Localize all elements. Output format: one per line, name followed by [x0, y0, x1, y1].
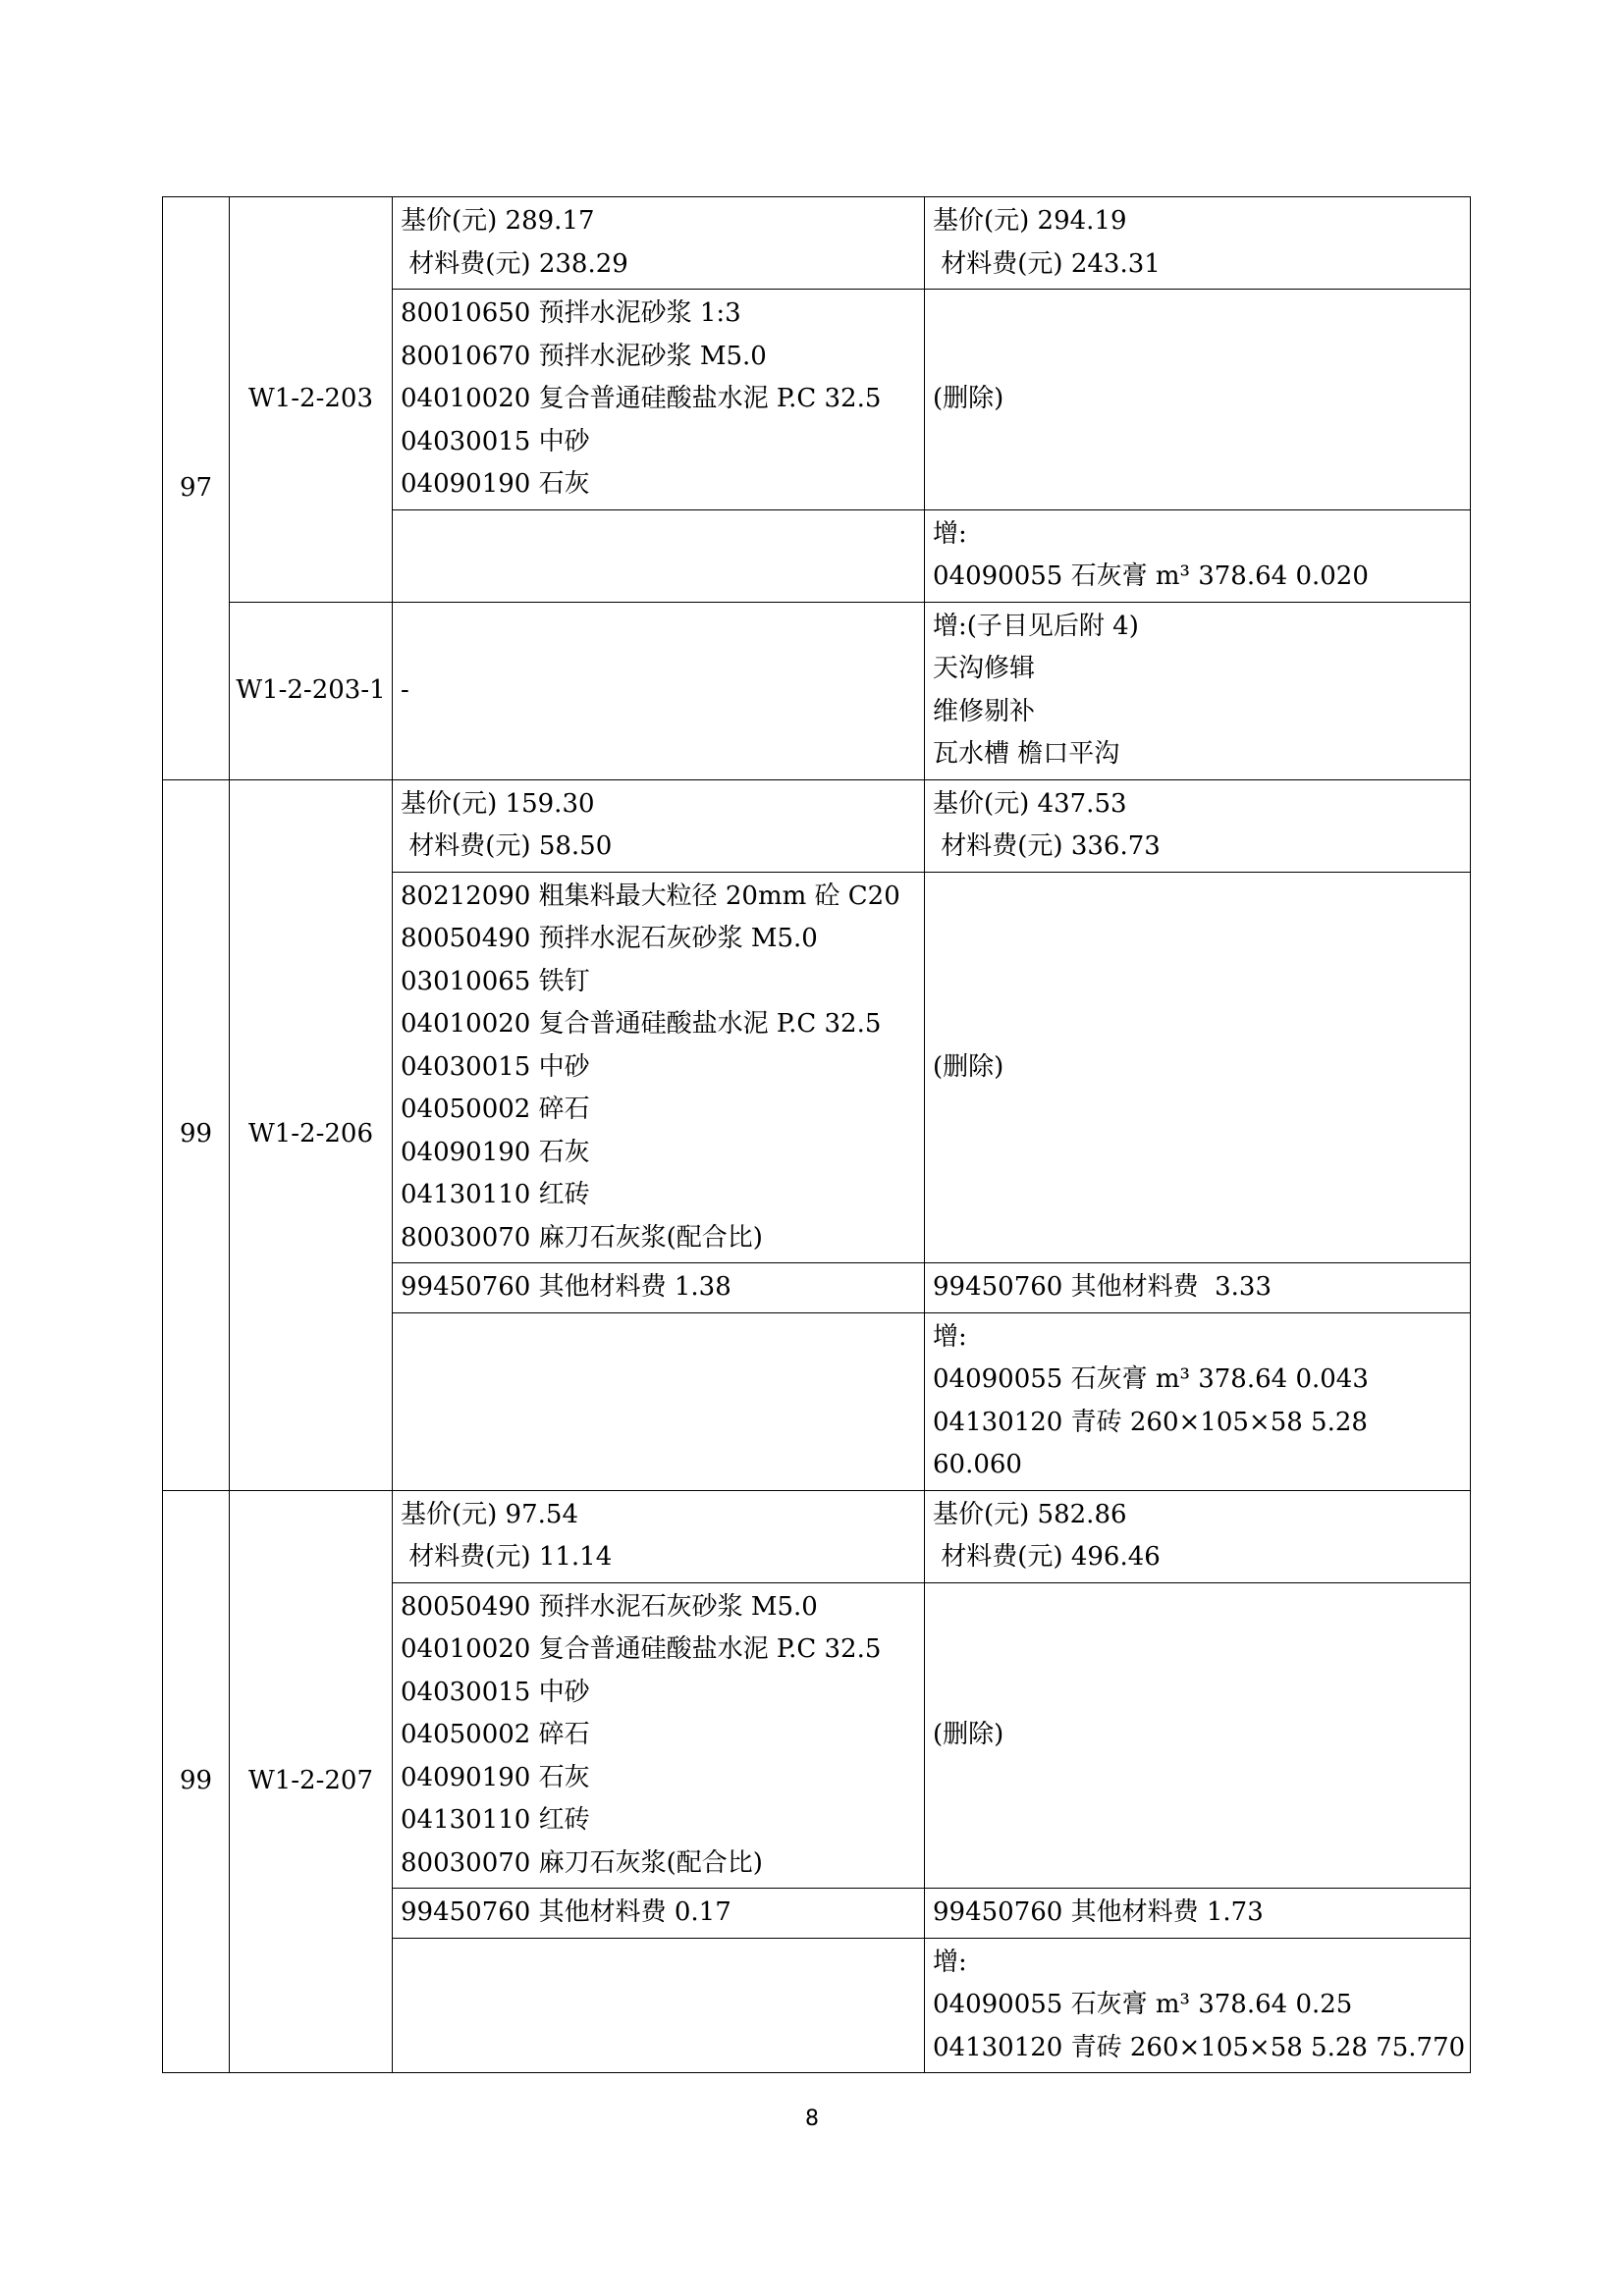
- table-row: [163, 779, 1471, 872]
- cell-line: 增:: [933, 1947, 967, 1977]
- cell-line: 材料费(元) 58.50: [401, 831, 613, 861]
- original-content-cell: [393, 602, 925, 779]
- cell-line: 增:(子目见后附 4): [933, 611, 1139, 641]
- table-row: [163, 197, 1471, 290]
- revised-content-cell: [925, 1263, 1471, 1313]
- item-number: 99: [163, 779, 230, 1490]
- revised-content-cell: [925, 1490, 1471, 1582]
- cell-line: 04130110 红砖: [401, 1805, 590, 1835]
- original-content-cell: [393, 1312, 925, 1490]
- cell-line: 99450760 其他材料费 1.73: [933, 1897, 1264, 1927]
- cell-line: 04030015 中砂: [401, 1051, 590, 1082]
- original-content-cell: [393, 197, 925, 290]
- original-content-cell: [393, 1582, 925, 1889]
- cell-line: 04050002 碎石: [401, 1720, 590, 1749]
- revised-content-cell: [925, 1312, 1471, 1490]
- cell-line: 99450760 其他材料费 3.33: [933, 1272, 1272, 1302]
- cell-line: 材料费(元) 336.73: [933, 831, 1161, 861]
- cell-line: 04010020 复合普通硅酸盐水泥 P.C 32.5: [401, 1634, 882, 1664]
- cell-line: 99450760 其他材料费 1.38: [401, 1272, 731, 1302]
- cell-line: 04130120 青砖 260×105×58 5.28: [933, 1407, 1368, 1437]
- cell-line: 天沟修辑: [933, 654, 1036, 683]
- cell-line: 80050490 预拌水泥石灰砂浆 M5.0: [401, 1591, 818, 1622]
- cell-line: 04090055 石灰膏 m³ 378.64 0.25: [933, 1990, 1353, 2019]
- cell-line: 80030070 麻刀石灰浆(配合比): [401, 1847, 763, 1878]
- cell-line: 04090190 石灰: [401, 1762, 590, 1792]
- cell-line: 80010670 预拌水泥砂浆 M5.0: [401, 341, 767, 371]
- cell-line: (删除): [933, 1720, 1004, 1749]
- revised-content-cell: [925, 509, 1471, 602]
- cell-line: 04010020 复合普通硅酸盐水泥 P.C 32.5: [401, 384, 882, 413]
- cell-line: 04010020 复合普通硅酸盐水泥 P.C 32.5: [401, 1009, 882, 1039]
- original-content-cell: [393, 1263, 925, 1313]
- quota-adjustment-table: [162, 196, 1471, 2073]
- cell-line: 维修剔补: [933, 696, 1036, 726]
- revised-content-cell: [925, 779, 1471, 872]
- revised-content-cell: [925, 1889, 1471, 1939]
- cell-line: -: [401, 674, 409, 705]
- cell-line: 04130110 红砖: [401, 1180, 590, 1209]
- cell-line: 04090055 石灰膏 m³ 378.64 0.043: [933, 1364, 1369, 1394]
- cell-line: 04090190 石灰: [401, 1137, 590, 1167]
- cell-line: 基价(元) 159.30: [401, 788, 595, 819]
- cell-line: 80050490 预拌水泥石灰砂浆 M5.0: [401, 924, 818, 953]
- cell-line: 99450760 其他材料费 0.17: [401, 1897, 731, 1927]
- revised-content-cell: [925, 1938, 1471, 2073]
- cell-line: (删除): [933, 384, 1004, 413]
- original-content-cell: [393, 1490, 925, 1582]
- cell-line: 瓦水槽 檐口平沟: [933, 739, 1120, 769]
- cell-line: 04090055 石灰膏 m³ 378.64 0.020: [933, 561, 1369, 591]
- quota-code: W1-2-206: [230, 779, 393, 1490]
- revised-content-cell: [925, 1582, 1471, 1889]
- original-content-cell: [393, 290, 925, 510]
- original-content-cell: [393, 1938, 925, 2073]
- cell-line: 04050002 碎石: [401, 1095, 590, 1124]
- quota-code: W1-2-207: [230, 1490, 393, 2073]
- cell-line: 基价(元) 294.19: [933, 206, 1127, 236]
- cell-line: 材料费(元) 243.31: [933, 248, 1161, 279]
- revised-content-cell: [925, 197, 1471, 290]
- table-row: [163, 1490, 1471, 1582]
- cell-line: 04030015 中砂: [401, 426, 590, 456]
- cell-line: 基价(元) 437.53: [933, 788, 1127, 819]
- quota-code: W1-2-203-1: [230, 602, 393, 779]
- original-content-cell: [393, 872, 925, 1263]
- revised-content-cell: [925, 602, 1471, 779]
- cell-line: 材料费(元) 238.29: [401, 248, 628, 279]
- cell-line: 材料费(元) 11.14: [401, 1542, 613, 1572]
- cell-line: 增:: [933, 1321, 967, 1352]
- cell-line: 60.060: [933, 1450, 1022, 1479]
- revised-content-cell: [925, 872, 1471, 1263]
- original-content-cell: [393, 509, 925, 602]
- cell-line: 材料费(元) 496.46: [933, 1542, 1161, 1572]
- item-number: 97: [163, 197, 230, 780]
- cell-line: 04130120 青砖 260×105×58 5.28 75.770: [933, 2032, 1466, 2062]
- page-number: 8: [805, 2107, 819, 2131]
- cell-line: 04090190 石灰: [401, 469, 590, 499]
- cell-line: 基价(元) 97.54: [401, 1499, 578, 1529]
- cell-line: 80010650 预拌水泥砂浆 1:3: [401, 298, 741, 328]
- cell-line: 80030070 麻刀石灰浆(配合比): [401, 1222, 763, 1253]
- cell-line: 基价(元) 289.17: [401, 206, 595, 236]
- quota-code: W1-2-203: [230, 197, 393, 603]
- original-content-cell: [393, 1889, 925, 1939]
- cell-line: 增:: [933, 518, 967, 549]
- cell-line: 基价(元) 582.86: [933, 1499, 1127, 1529]
- item-number: 99: [163, 1490, 230, 2073]
- cell-line: (删除): [933, 1051, 1004, 1082]
- cell-line: 04030015 中砂: [401, 1677, 590, 1707]
- cell-line: 03010065 铁钉: [401, 966, 590, 996]
- original-content-cell: [393, 779, 925, 872]
- revised-content-cell: [925, 290, 1471, 510]
- table-row: [163, 602, 1471, 779]
- cell-line: 80212090 粗集料最大粒径 20mm 砼 C20: [401, 881, 900, 911]
